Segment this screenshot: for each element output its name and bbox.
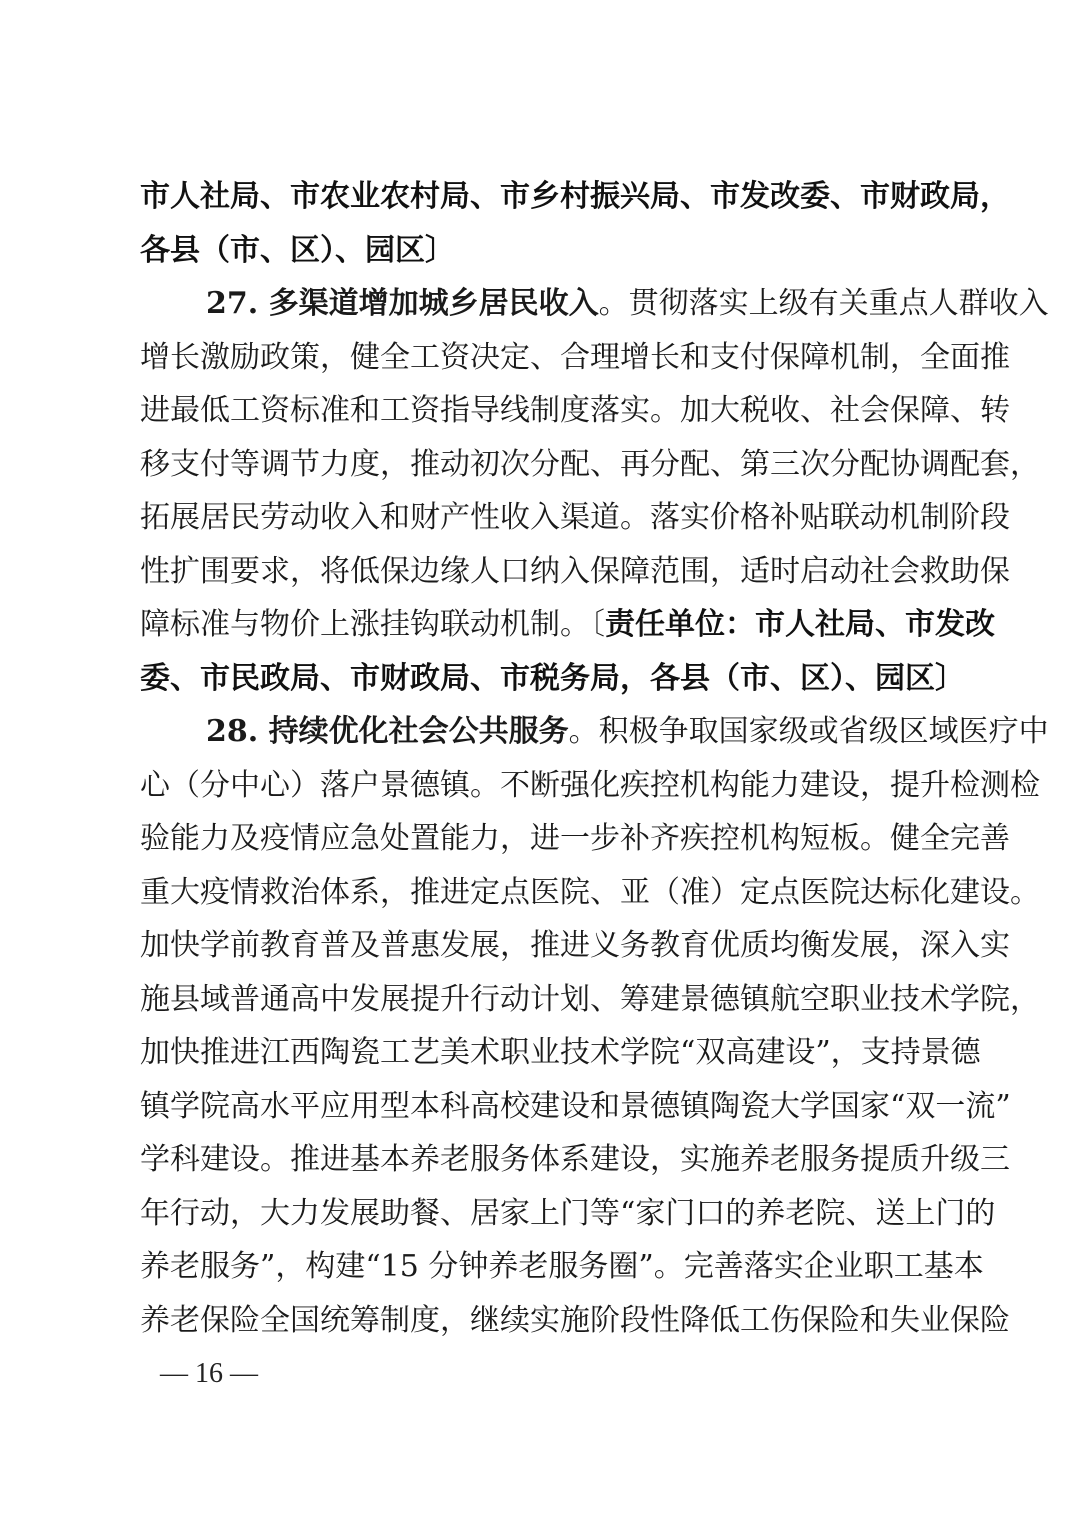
text-line: [140, 224, 938, 278]
body-text: 移支付等调节力度，推动初次分配、再分配、第三次分配协调配套，: [140, 446, 1040, 482]
body-text: 拓展居民劳动收入和财产性收入渠道。落实价格补贴联动机制阶段: [140, 500, 1010, 535]
body-text: 性扩围要求，将低保边缘人口纳入保障范围，适时启动社会救助保: [140, 553, 1010, 589]
text-line: [140, 277, 1049, 331]
text-line: [140, 652, 965, 706]
body-text: 加快推进江西陶瓷工艺美术职业技术学院“双高建设”，支持景德: [140, 1035, 981, 1070]
text-line: [140, 598, 995, 652]
text-line: [140, 866, 1040, 920]
body-text: 进最低工资标准和工资指导线制度落实。加大税收、社会保障、转: [140, 393, 1010, 428]
text-line: [140, 438, 1040, 492]
responsible-units-text: 各县（市、区）、园区〕: [140, 232, 455, 268]
responsible-units-text: 市人社局、市农业农村局、市乡村振兴局、市发改委、市财政局，: [140, 179, 1010, 214]
body-text: 镇学院高水平应用型本科高校建设和景德镇陶瓷大学国家“双一流”: [140, 1088, 1011, 1124]
text-line: [140, 1240, 984, 1294]
text-line: [140, 919, 1010, 973]
body-text: 加快学前教育普及普惠发展，推进义务教育优质均衡发展，深入实: [140, 928, 1010, 963]
text-line: [140, 759, 1040, 813]
body-text: 。贯彻落实上级有关重点人群收入: [598, 286, 1049, 321]
text-line: [140, 331, 1010, 385]
text-line: [140, 705, 1049, 759]
text-line: [140, 812, 1010, 866]
body-text: 学科建设。推进基本养老服务体系建设，实施养老服务提质升级三: [140, 1142, 1010, 1177]
responsible-units-text: 委、市民政局、市财政局、市税务局，各县（市、区）、园区〕: [140, 660, 965, 696]
text-line: [140, 545, 1010, 599]
body-text: 障标准与物价上涨挂钩联动机制。〔: [140, 607, 605, 642]
item-heading: 28. 持续优化社会公共服务: [206, 714, 569, 749]
body-text: 。积极争取国家级或省级区域医疗中: [568, 714, 1049, 749]
text-line: [140, 1080, 1011, 1134]
text-line: [140, 384, 1010, 438]
text-line: [140, 1187, 996, 1241]
page-number: — 16 —: [160, 1358, 258, 1389]
text-line: [140, 1294, 1010, 1348]
item-heading: 27. 多渠道增加城乡居民收入: [206, 286, 599, 321]
body-text: 养老服务”，构建“15 分钟养老服务圈”。完善落实企业职工基本: [140, 1249, 984, 1284]
text-line: [140, 491, 1010, 545]
responsible-units-text: 责任单位：市人社局、市发改: [605, 607, 995, 642]
text-line: [140, 973, 1040, 1027]
document-body: [140, 170, 1049, 1347]
body-text: 验能力及疫情应急处置能力，进一步补齐疾控机构短板。健全完善: [140, 821, 1010, 856]
text-line: [140, 1026, 981, 1080]
body-text: 增长激励政策，健全工资决定、合理增长和支付保障机制，全面推: [140, 339, 1010, 375]
text-line: [140, 1133, 1010, 1187]
body-text: 养老保险全国统筹制度，继续实施阶段性降低工伤保险和失业保险: [140, 1302, 1010, 1338]
body-text: 心（分中心）落户景德镇。不断强化疾控机构能力建设，提升检测检: [140, 767, 1040, 803]
body-text: 重大疫情救治体系，推进定点医院、亚（准）定点医院达标化建设。: [140, 874, 1040, 910]
text-line: [140, 170, 1010, 224]
body-text: 施县域普通高中发展提升行动计划、筹建景德镇航空职业技术学院，: [140, 981, 1040, 1017]
body-text: 年行动，大力发展助餐、居家上门等“家门口的养老院、送上门的: [140, 1195, 996, 1231]
